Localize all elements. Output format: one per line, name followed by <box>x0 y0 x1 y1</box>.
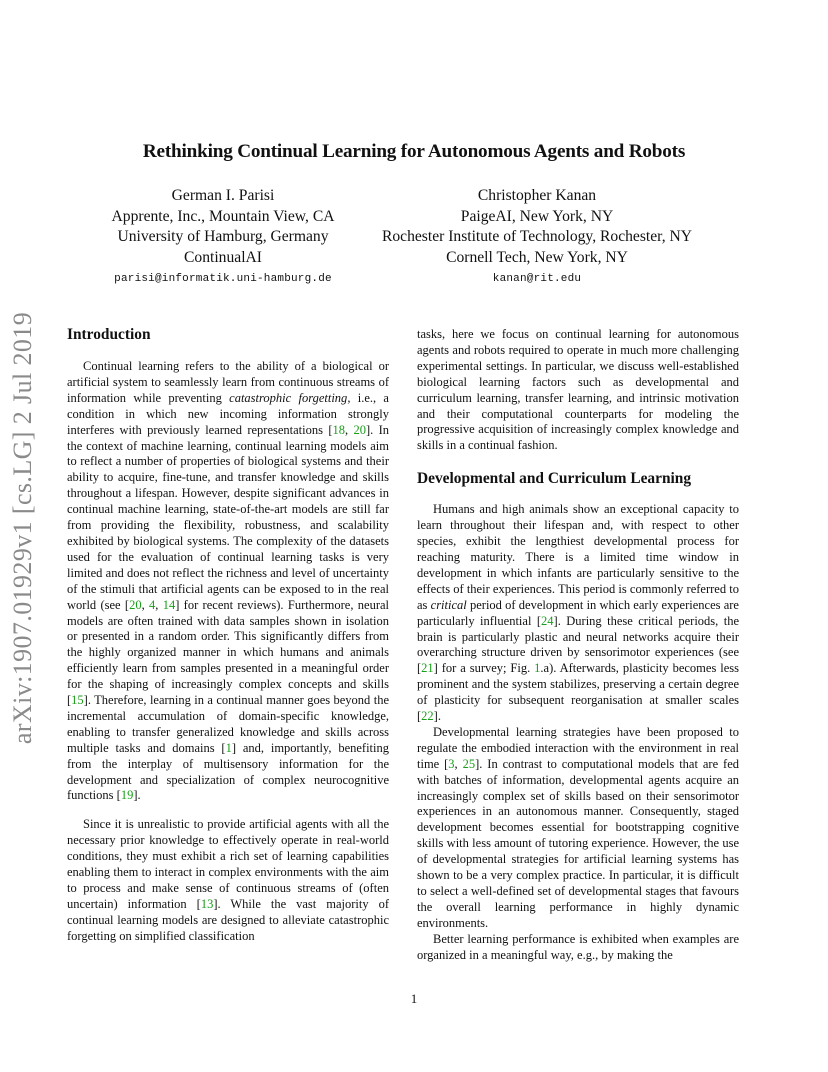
intro-paragraph-1 <box>67 359 389 804</box>
page-number: 1 <box>410 991 418 1006</box>
left-column <box>67 325 389 945</box>
author-email[interactable]: kanan@rit.edu <box>492 273 582 286</box>
citation-link[interactable]: 19 <box>120 788 134 803</box>
citation-link[interactable]: 4 <box>149 597 156 612</box>
text-run: ] for a survey; Fig. <box>433 661 535 676</box>
text-run: Continual learning refers to the ability of a biological or artificial system to seamlessly learn from continuous streams of information while preventing <box>67 359 389 405</box>
text-run: ]. While the vast majority of continual learning models are designed to alleviate catastrophic forgetting on simplified classification <box>67 896 389 943</box>
text-run: ] and, importantly, benefiting from the interplay of multisensory information for the development and specialization of complex neurocognitive functions [ <box>67 740 390 803</box>
author-affiliation: Cornell Tech, New York, NY <box>446 248 628 266</box>
developmental-paragraph-3: Better learning performance is exhibited when examples are organized in a meaningful way, e.g., by making the <box>417 931 739 962</box>
intro-paragraph-2 <box>67 817 389 944</box>
text-run: , <box>454 756 463 771</box>
author-affiliation: ContinualAI <box>184 248 262 266</box>
text-run: ]. During these critical periods, the brain is particularly plastic and neural networks acquire their overarching structure driven by sensorimotor experiences (see [ <box>417 613 739 676</box>
arxiv-identifier-stamp <box>4 302 42 754</box>
citation-link[interactable]: 20 <box>129 597 142 612</box>
emphasis-text: critical <box>430 597 467 612</box>
text-run: ]. <box>433 709 441 724</box>
text-run: ]. In the context of machine learning, continual learning models aim to reflect a number of properties of biological systems and their ability to acquire, fine-tune, and transfer knowledge and skills throughout a lifespan. However, despite significant advances in continual machine learning, state-of-the-art models are still far from providing the flexibility, robustness, and scalability exhibited by biological systems. The complexity of the datasets used for the evaluation of continual learning tasks is very limited and does not reflect the richness and level of uncertainty of the stimuli that artificial agents can be exposed to in the real world (see [ <box>67 422 390 612</box>
right-column <box>417 327 739 964</box>
citation-link[interactable]: 15 <box>71 693 84 708</box>
author-name: Christopher Kanan <box>477 187 597 204</box>
author-affiliation: Rochester Institute of Technology, Rochester, NY <box>381 228 693 246</box>
section-heading-introduction: Introduction <box>67 326 151 343</box>
citation-link[interactable]: 21 <box>421 661 434 676</box>
paper-title: Rethinking Continual Learning for Autonomous Agents and Robots <box>142 141 686 162</box>
text-run: ]. Therefore, learning in a continual manner goes beyond the incremental accumulation of domain-specific knowledge, enabling to transfer generalized knowledge and skills across multiple tasks and domains [ <box>67 693 389 755</box>
section-heading-developmental-learning: Developmental and Curriculum Learning <box>417 470 692 488</box>
author-block-parisi <box>78 186 368 290</box>
text-run: .a). Afterwards, plasticity becomes less prominent and the system stabilizes, preserving a certain degree of plasticity for subsequent reorganisation at smaller scales [ <box>417 661 739 724</box>
text-run: , <box>345 422 354 437</box>
author-affiliation: PaigeAI, New York, NY <box>460 207 614 225</box>
emphasis-text: catastrophic forgetting <box>229 390 348 405</box>
author-affiliation: University of Hamburg, Germany <box>117 228 329 246</box>
author-email[interactable]: parisi@informatik.uni-hamburg.de <box>114 273 332 286</box>
citation-link[interactable]: 20 <box>353 422 366 437</box>
citation-link[interactable]: 14 <box>162 597 176 612</box>
text-run: Since it is unrealistic to provide artificial agents with all the necessary prior knowledge to effectively operate in real-world conditions, they must exhibit a rich set of learning capabilities enabling them to interact in complex environments with the aim to process and make sense of continuous streams of (often uncertain) information [ <box>67 817 389 911</box>
text-run: Developmental learning strategies have been proposed to regulate the embodied interaction with the environment in real time [ <box>417 724 739 771</box>
citation-link[interactable]: 1 <box>225 740 232 755</box>
text-run: , <box>155 597 163 612</box>
text-run: ] for recent reviews). Furthermore, neural models are often trained with data samples shown in isolation or presented in a random order. This significantly differs from the highly organized manner in which humans and animals efficiently learn from samples presented in a meaningful order for the shaping of increasingly complex concepts and skills [ <box>67 597 390 708</box>
citation-link[interactable]: 3 <box>448 756 455 771</box>
citation-link[interactable]: 25 <box>462 756 476 771</box>
author-block-kanan <box>364 186 710 290</box>
author-name: German I. Parisi <box>171 187 275 204</box>
figure-link[interactable]: 1 <box>534 661 541 676</box>
text-run: period of development in which early experiences are particularly influential [ <box>417 597 739 628</box>
developmental-paragraph-2 <box>417 725 739 932</box>
author-affiliation: Apprente, Inc., Mountain View, CA <box>111 207 335 225</box>
citation-link[interactable]: 18 <box>332 422 345 437</box>
text-run: ]. <box>133 788 141 803</box>
arxiv-identifier: arXiv:1907.01929v1 [cs.LG] 2 Jul 2019 <box>8 311 38 745</box>
citation-link[interactable]: 22 <box>421 709 434 724</box>
text-run: , i.e., a condition in which new incoming information strongly interferes with previously learned representations [ <box>67 390 389 437</box>
citation-link[interactable]: 24 <box>541 613 554 628</box>
intro-paragraph-2-continued: tasks, here we focus on continual learning for autonomous agents and robots required to operate in much more challenging experimental settings. In particular, we discuss well-established biological learning factors such as developmental and curriculum learning, transfer learning, and intrinsic motivation and their computational counterparts for modeling the progressive acquisition of increasingly complex knowledge and skills in a continual fashion. <box>417 327 739 453</box>
text-run: ]. In contrast to computational models that are fed with batches of information, developmental agents acquire an increasingly complex set of skills based on their sensorimotor experiences in an autonomous manner. Consequently, staged development becomes essential for bootstrapping cognitive skills with less amount of tutoring experience. However, the use of developmental strategies for artificial learning systems has shown to be a very complex practice. In particular, it is difficult to select a well-defined set of developmental stages that favours the overall learning performance in highly dynamic environments. <box>417 756 739 930</box>
text-run: , <box>141 597 150 612</box>
text-run: Humans and high animals show an exceptional capacity to learn throughout their lifespan and, with respect to other species, exhibit the lengthiest developmental process for reaching maturity. There is a limited time window in development in which infants are particularly sensitive to the effects of their experiences. This period is commonly referred to as <box>417 502 739 612</box>
citation-link[interactable]: 13 <box>200 896 214 911</box>
developmental-paragraph-1 <box>417 502 739 725</box>
